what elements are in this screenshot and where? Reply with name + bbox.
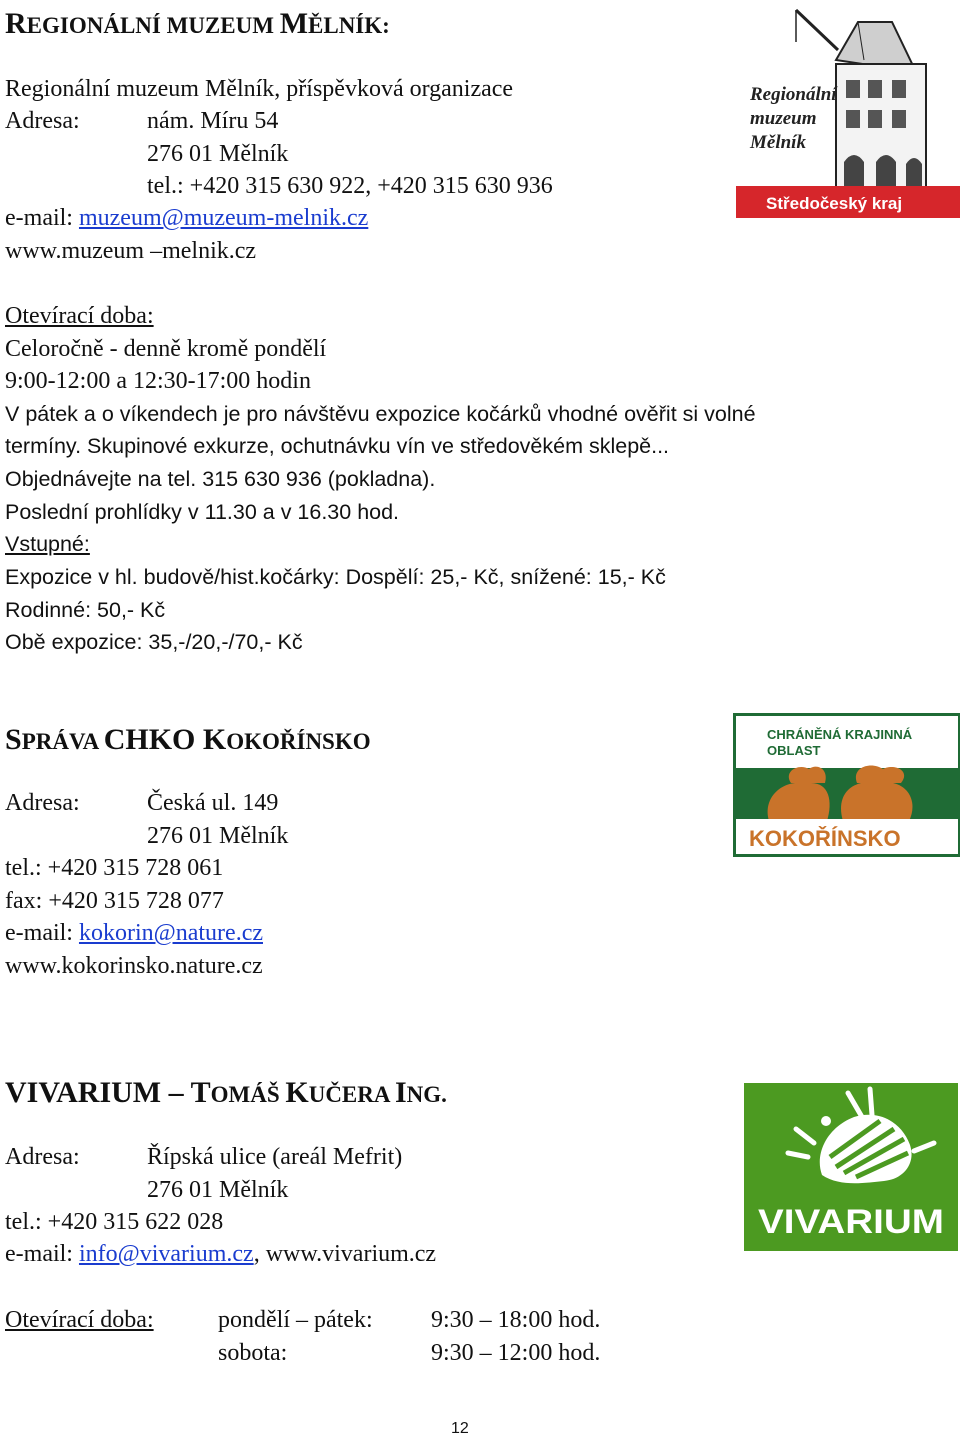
museum-heading [5,6,390,44]
vivarium-address-line1: Řípská ulice (areál Mefrit) [147,1144,403,1170]
vivarium-web: , www.vivarium.cz [253,1241,437,1267]
museum-hours-line: V pátek a o víkendech je pro návštěvu expozice kočárků vhodné ověřit si volné [5,402,756,426]
chko-fax: fax: +420 315 728 077 [5,888,224,914]
chko-phone: tel.: +420 315 728 061 [5,855,224,881]
vivarium-address-line2: 276 01 Mělník [147,1177,289,1203]
chko-heading [5,722,371,760]
museum-building-drawing [736,2,960,224]
heading-smallcaps: OMÁŠ [210,1082,286,1107]
chko-address-label: Adresa: [5,790,80,816]
vivarium-address-label: Adresa: [5,1144,80,1170]
vivarium-heading [5,1075,447,1113]
heading-cap: K [202,723,227,756]
heading-smallcaps: NG. [406,1082,447,1107]
museum-address-line1: nám. Míru 54 [147,108,279,134]
chko-address-line1: Česká ul. 149 [147,790,279,816]
vivarium-phone: tel.: +420 315 622 028 [5,1209,224,1235]
heading-cap: VIVARIUM – [5,1076,191,1109]
chko-address-line2: 276 01 Mělník [147,823,289,849]
museum-hours-label: Otevírací doba: [5,303,154,329]
vivarium-hours-time: 9:30 – 18:00 hod. [431,1307,601,1333]
logo-line2: muzeum [750,108,817,129]
museum-admission-line: Obě expozice: 35,-/20,-/70,- Kč [5,630,303,654]
museum-admission-line: Rodinné: 50,- Kč [5,598,166,622]
chko-logo-top1: CHRÁNĚNÁ KRAJINNÁ [767,727,913,742]
heading-smallcaps: ĚLNÍK: [308,13,390,38]
heading-smallcaps: EGIONÁLNÍ MUZEUM [26,13,280,38]
vivarium-logo [744,1083,958,1251]
vivarium-logo-graphic [744,1083,958,1251]
heading-cap: K [285,1076,309,1109]
logo-band-text: Středočeský kraj [766,194,903,213]
museum-web: www.muzeum –melnik.cz [5,238,257,264]
vivarium-hours-day: pondělí – pátek: [218,1307,373,1333]
heading-cap: T [190,1076,211,1109]
museum-admission-line: Expozice v hl. budově/hist.kočárky: Dospělí: 25,- Kč, snížené: 15,- Kč [5,565,666,589]
vivarium-email-row [5,1238,436,1270]
logo-line1: Regionální [750,84,837,105]
museum-address-label: Adresa: [5,108,80,134]
museum-hours-line: Poslední prohlídky v 11.30 a v 16.30 hod. [5,500,400,524]
heading-smallcaps: PRÁVA [21,729,104,754]
museum-email-link[interactable]: muzeum@muzeum-melnik.cz [78,205,369,231]
museum-admission-label: Vstupné: [5,532,90,556]
vivarium-hours-time: 9:30 – 12:00 hod. [431,1340,601,1366]
museum-email-row [5,202,368,234]
museum-hours-line: 9:00-12:00 a 12:30-17:00 hodin [5,368,311,394]
email-label: e-mail: [5,205,73,231]
museum-phone: tel.: +420 315 630 922, +420 315 630 936 [147,173,553,199]
museum-org: Regionální muzeum Mělník, příspěvková organizace [5,76,514,102]
chko-email-row [5,917,263,949]
vivarium-logo-text: VIVARIUM [758,1203,944,1241]
chko-email-link[interactable]: kokorin@nature.cz [78,920,263,946]
vivarium-hours-label: Otevírací doba: [5,1307,154,1333]
email-label: e-mail: [5,1241,73,1267]
heading-cap: R [5,7,27,40]
heading-cap: M [279,7,309,40]
museum-logo [736,2,960,224]
heading-smallcaps: UČERA [308,1082,395,1107]
museum-hours-line: Objednávejte na tel. 315 630 936 (pokladna). [5,467,436,491]
museum-hours-line: Celoročně - denně kromě pondělí [5,336,327,362]
chko-logo-graphic [733,713,960,857]
heading-smallcaps: OKOŘÍNSKO [226,729,371,754]
chko-logo-bottom: KOKOŘÍNSKO [749,826,901,851]
chko-logo-top2: OBLAST [767,743,821,758]
email-label: e-mail: [5,920,73,946]
heading-cap: CHKO [103,723,203,756]
page-number: 12 [451,1420,469,1437]
heading-cap: S [5,723,22,756]
museum-hours-line: termíny. Skupinové exkurze, ochutnávku vín ve středověkém sklepě... [5,434,670,458]
chko-logo [733,713,960,857]
museum-address-line2: 276 01 Mělník [147,141,289,167]
vivarium-hours-day: sobota: [218,1340,288,1366]
logo-line3: Mělník [750,132,806,153]
chko-web: www.kokorinsko.nature.cz [5,953,263,979]
heading-cap: I [394,1076,407,1109]
vivarium-email-link[interactable]: info@vivarium.cz [78,1241,254,1267]
